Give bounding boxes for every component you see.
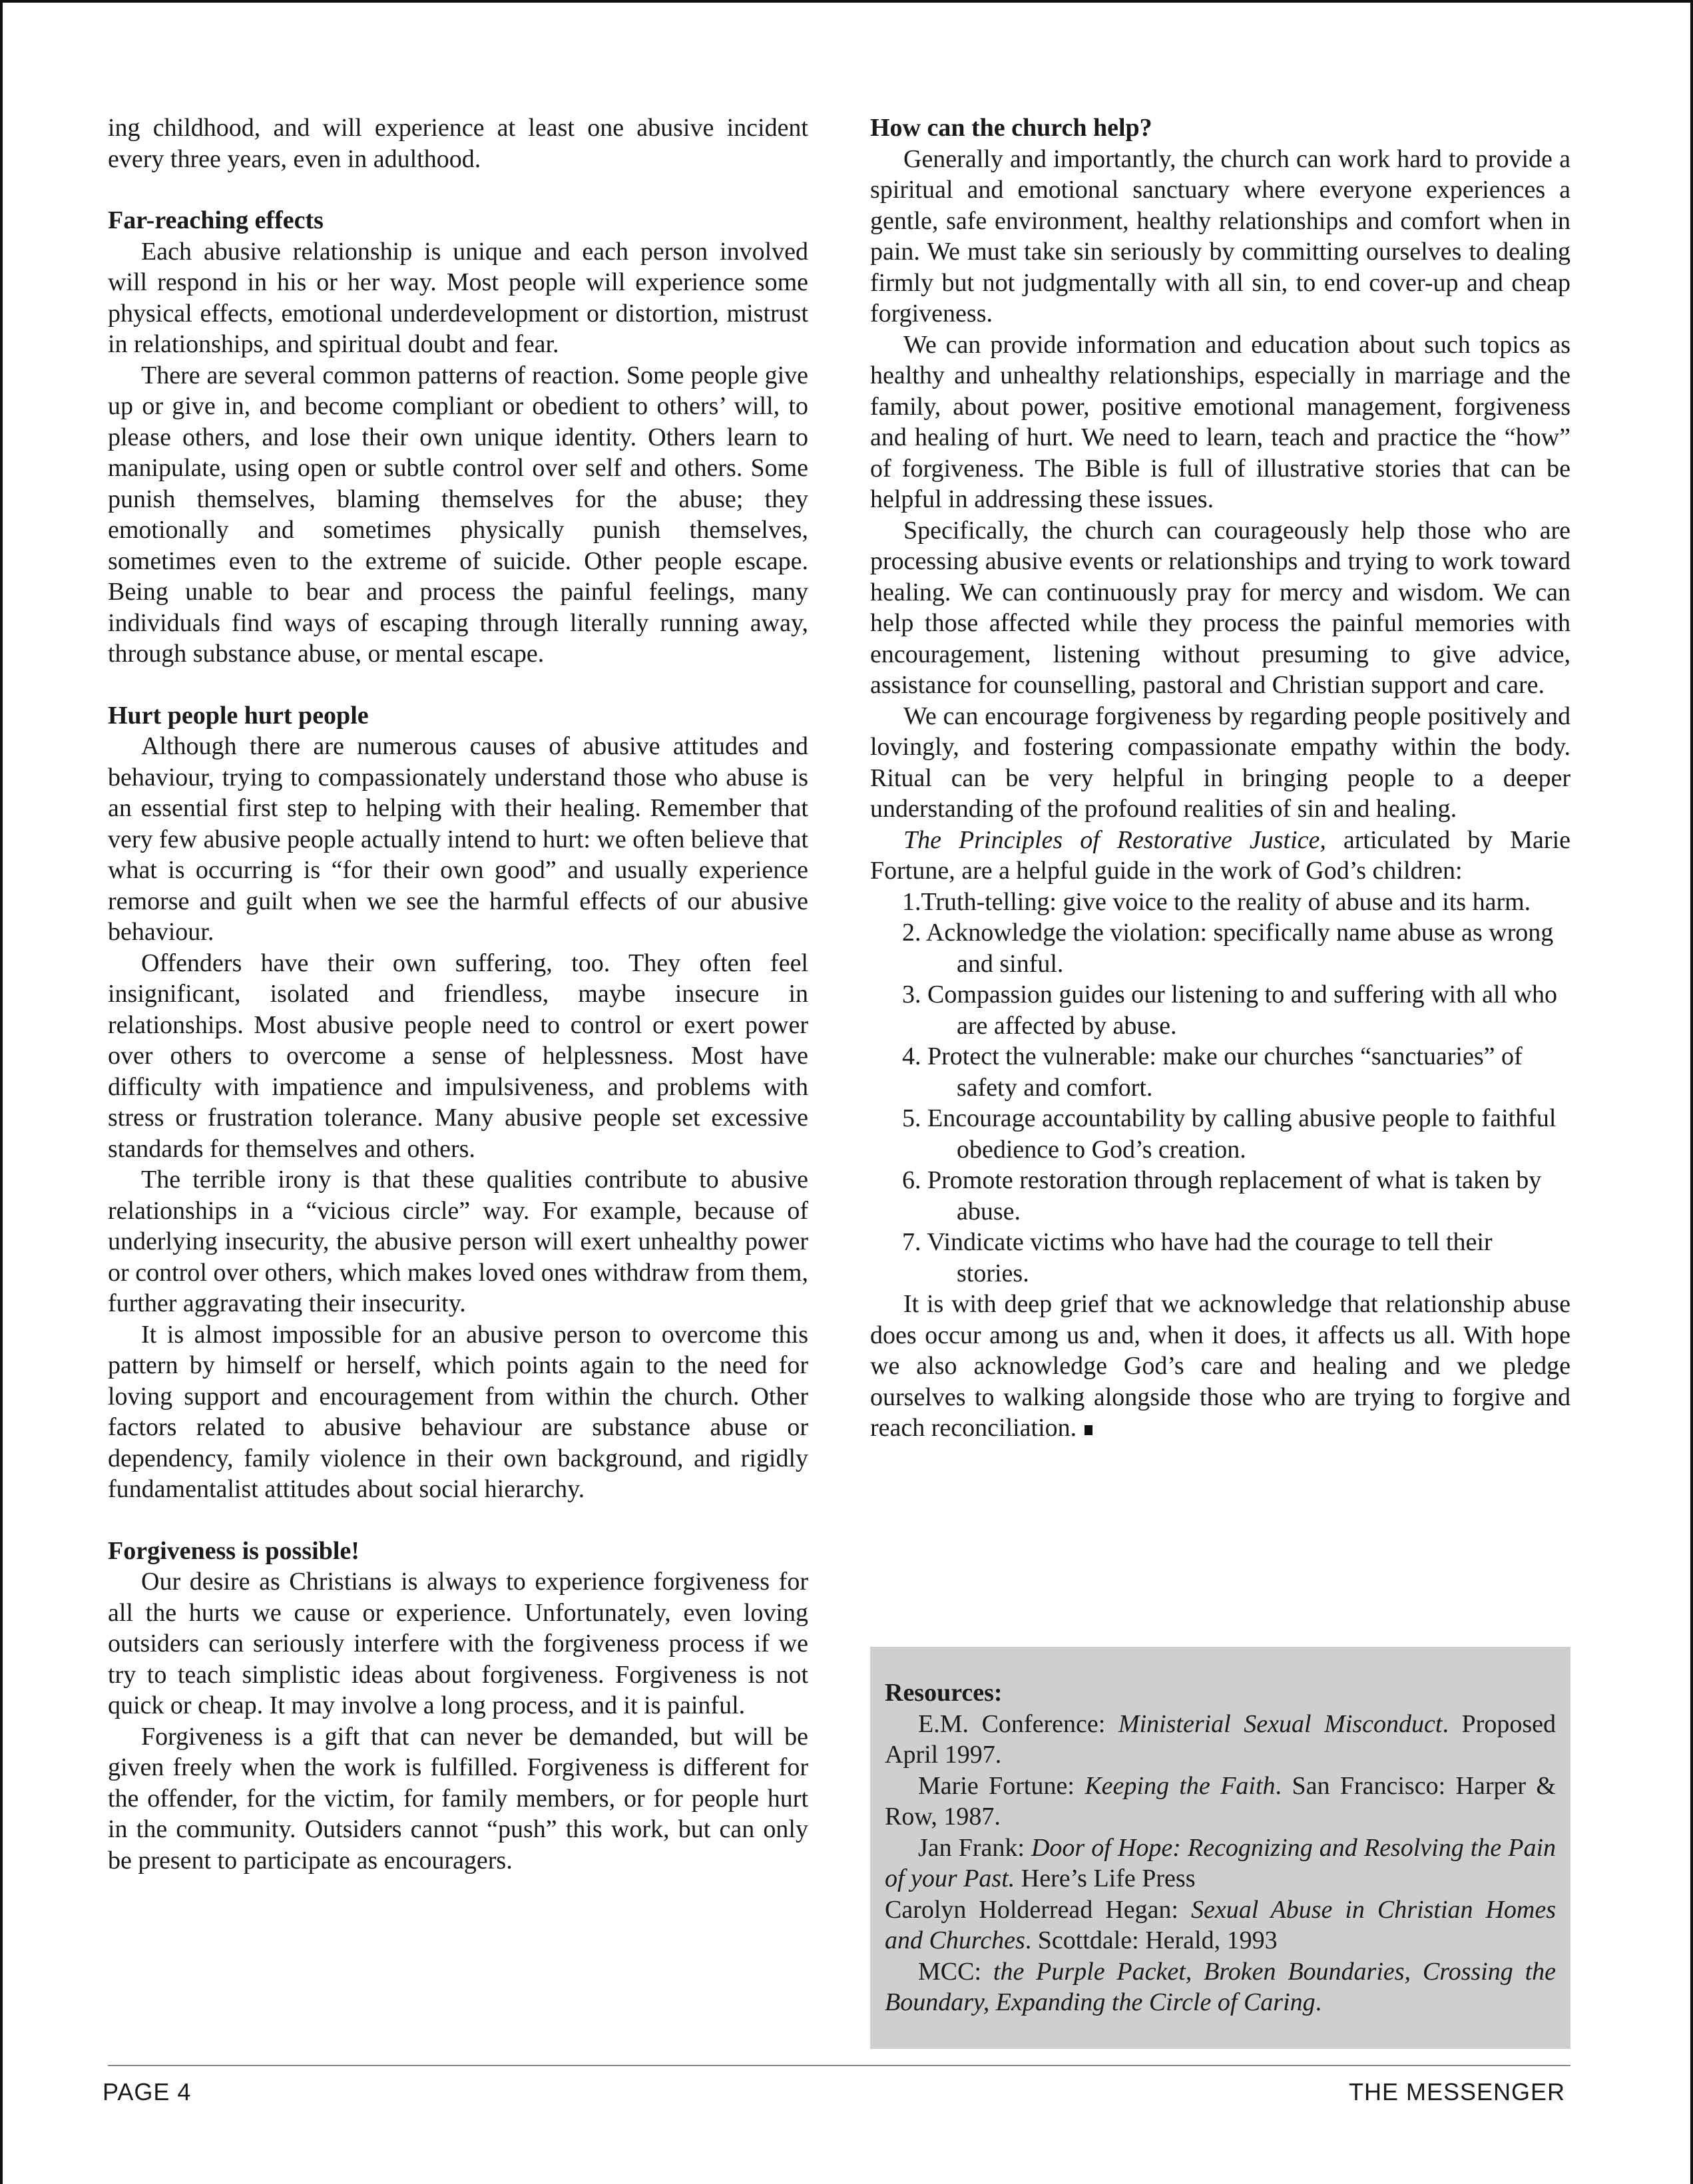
section-heading: Hurt people hurt people (108, 701, 369, 730)
resources-box (870, 1647, 1571, 2049)
resource-item: Carolyn Holderread Hegan: Sexual Abuse in Christian Homes and Churches. Scottdale: Herald, 1993 (885, 1895, 1556, 1954)
footer-divider (108, 2065, 1571, 2066)
section-heading: Far-reaching effects (108, 206, 324, 234)
body-paragraph: It is almost impossible for an abusive person to overcome this pattern by himself or herself, which points again to the need for loving support and encouragement from within the church. Other factors related to abusive behaviour are substance abuse or dependency, family violence in their own background, and rigidly fundamentalist attitudes about social hierarchy. (108, 1320, 808, 1503)
section-hurt-people (108, 700, 808, 1505)
list-item: 7. Vindicate victims who have had the courage to tell their stories. (902, 1228, 1493, 1287)
section-heading: Forgiveness is possible! (108, 1536, 360, 1565)
list-item: 2. Acknowledge the violation: specifically name abuse as wrong and sinful. (902, 919, 1554, 978)
body-paragraph: Generally and importantly, the church can work hard to provide a spiritual and emotional sanctuary where everyone experiences a gentle, safe environment, healthy relationships and comfort when in pain. We must take sin seriously by committing ourselves to dealing firmly but not judgmentally with all sin, to end cover-up and cheap forgiveness. (870, 144, 1571, 328)
body-paragraph: We can provide information and education about such topics as healthy and unhealthy relationships, especially in marriage and the family, about power, positive emotional management, forgiveness and healing of hurt. We need to learn, teach and practice the “how” of forgiveness. The Bible is full of illustrative stories that can be helpful in addressing these issues. (870, 330, 1571, 513)
left-column (108, 112, 808, 1876)
body-paragraph: Specifically, the church can courageously help those who are processing abusive events or relationships and trying to work toward healing. We can continuously pray for mercy and wisdom. We can help those affected while they process the painful memories with encouragement, listening without presuming to give advice, assistance for counselling, pastoral and Christian support and care. (870, 516, 1571, 699)
section-far-reaching-effects (108, 205, 808, 670)
list-item: 6. Promote restoration through replacement of what is taken by abuse. (902, 1166, 1542, 1225)
intro-paragraph: ing childhood, and will experience at least one abusive incident every three years, even in adulthood. (108, 114, 808, 173)
list-item: 3. Compassion guides our listening to and suffering with all who are affected by abuse. (902, 981, 1558, 1040)
body-paragraph: Offenders have their own suffering, too. They often feel insignificant, isolated and friendless, maybe insecure in relationships. Most abusive people need to control or exert power over others to overcome a sense of helplessness. Most have difficulty with impatience and impulsiveness, and problems with stress or frustration tolerance. Many abusive people set excessive standards for themselves and others. (108, 949, 808, 1163)
body-paragraph: We can encourage forgiveness by regarding people positively and lovingly, and fostering compassionate empathy within the body. Ritual can be very helpful in bringing people to a deeper understanding of the profound realities of sin and healing. (870, 702, 1571, 823)
resource-item: E.M. Conference: Ministerial Sexual Misconduct. Proposed April 1997. (885, 1709, 1556, 1769)
resource-item: Jan Frank: Door of Hope: Recognizing and Resolving the Pain of your Past. Here’s Life Press (885, 1833, 1557, 1892)
list-item: 1.Truth-telling: give voice to the reality of abuse and its harm. (902, 887, 1531, 916)
body-paragraph: Our desire as Christians is always to experience forgiveness for all the hurts we cause or experience. Unfortunately, even loving outsiders can seriously interfere with the forgiveness process if we try to teach simplistic ideas about forgiveness. Forgiveness is not quick or cheap. It may involve a long process, and it is painful. (108, 1568, 808, 1719)
section-forgiveness-possible (108, 1536, 808, 1876)
principles-intro (870, 825, 1571, 887)
body-paragraph: Forgiveness is a gift that can never be demanded, but will be given freely when the work is fulfilled. Forgiveness is different for the offender, for the victim, for family members, or for people hurt in the community. Outsiders cannot “push” this work, but can only be present to participate as encouragers. (108, 1722, 808, 1874)
publication-name: THE MESSENGER (1348, 2078, 1565, 2105)
resource-item: Marie Fortune: Keeping the Faith. San Francisco: Harper & Row, 1987. (885, 1771, 1556, 1831)
list-item: 5. Encourage accountability by calling abusive people to faithful obedience to God’s creation. (902, 1104, 1557, 1164)
resources-heading: Resources: (885, 1679, 1003, 1707)
body-paragraph: There are several common patterns of reaction. Some people give up or give in, and become compliant or obedient to others’ will, to please others, and lose their own unique identity. Others learn to manipulate, using open or subtle control over self and others. Some punish themselves, blaming themselves for the abuse; they emotionally and sometimes physically punish themselves, sometimes even to the extreme of suicide. Other people escape. Being unable to bear and process the painful feelings, many individuals find ways of escaping through literally running away, through substance abuse, or mental escape. (108, 361, 808, 668)
principles-list (870, 887, 1571, 1289)
section-heading-church-help: How can the church help? (870, 114, 1152, 142)
list-item: 4. Protect the vulnerable: make our churches “sanctuaries” of safety and comfort. (902, 1042, 1523, 1102)
right-column (870, 112, 1571, 1444)
principles-intro-text: articulated by Marie Fortune, are a helpful guide in the work of God’s children: (870, 825, 1571, 885)
page-number: PAGE 4 (103, 2078, 192, 2105)
body-paragraph: The terrible irony is that these qualities contribute to abusive relationships in a “vicious circle” way. For example, because of underlying insecurity, the abusive person will exert unhealthy power or control over others, which makes loved ones withdraw from them, further aggravating their insecurity. (108, 1166, 808, 1317)
end-of-article-mark (1085, 1425, 1092, 1435)
principles-title: The Principles of Restorative Justice, (903, 825, 1326, 854)
closing-text: It is with deep grief that we acknowledge that relationship abuse does occur among us and, when it does, it affects us all. With hope we also acknowledge God’s care and healing and we pledge ourselves to walking alongside those who are trying to forgive and reach reconciliation. (870, 1290, 1571, 1442)
body-paragraph: Each abusive relationship is unique and each person involved will respond in his or her way. Most people will experience some physical effects, emotional underdevelopment or distortion, mistrust in relationships, and spiritual doubt and fear. (108, 237, 808, 358)
resource-item: MCC: the Purple Packet, Broken Boundaries, Crossing the Boundary, Expanding the Circle of Caring. (885, 1957, 1556, 2016)
body-paragraph: Although there are numerous causes of abusive attitudes and behaviour, trying to compassionately understand those who abuse is an essential first step to helping with their healing. Remember that very few abusive people actually intend to hurt: we often believe that what is occurring is “for their own good” and usually experience remorse and guilt when we see the harmful effects of our abusive behaviour. (108, 732, 809, 946)
closing-paragraph (870, 1289, 1571, 1444)
